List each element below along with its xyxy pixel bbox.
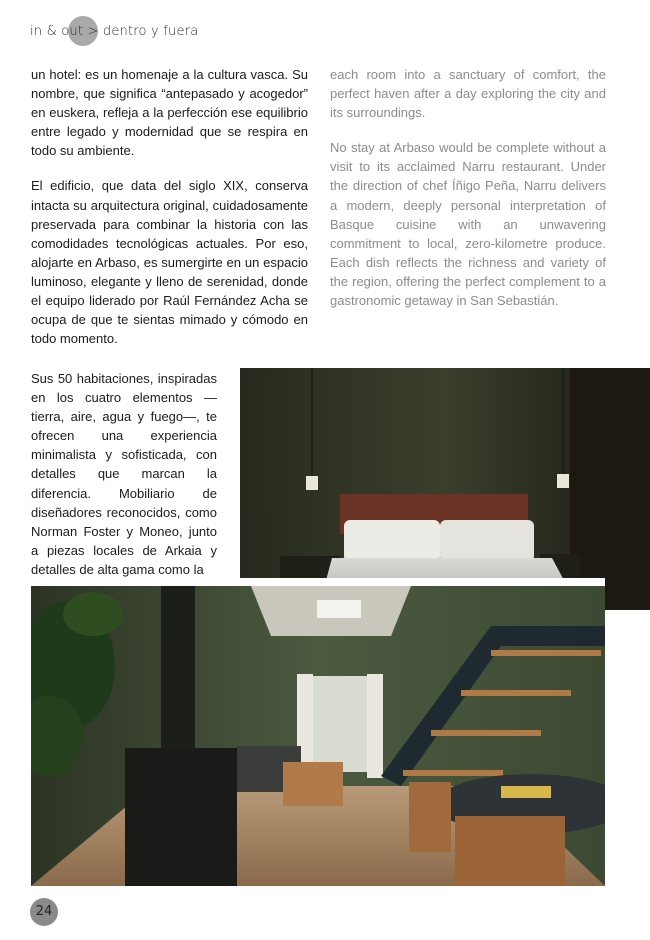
paragraph-building: El edificio, que data del siglo XIX, conserva intacta su arquitectura original, cuidadosamente preservada para combinar la historia con las comodidades tecnológicas actuales. Por eso, alojarte en Arbaso, es sumergirte en un espacio luminoso, elegante y lleno de serenidad, donde el equipo liderado por Raúl Fernández Acha se ocupa de que te sientas mimado y cómodo en todo momento. [31,178,308,347]
section-header: in & out > dentro y fuera [30,24,199,39]
paragraph-restaurant-en: No stay at Arbaso would be complete without a visit to its acclaimed Narru restaurant. Under the direction of chef Íñigo Peña, Narru delivers a modern, deeply personal interpretation of Basque cuisine with an unwavering commitment to local, zero-kilometre produce. Each dish reflects the richness and variety of the region, offering the perfect complement to a gastronomic getaway in San Sebastián. [330,140,606,309]
paragraph-rooms-en: each room into a sanctuary of comfort, the perfect haven after a day exploring the city and its surroundings. [330,67,606,121]
living-room-illustration [31,586,605,886]
paragraph-intro: un hotel: es un homenaje a la cultura vasca. Su nombre, que significa “antepasado y acogedor” en euskera, refleja a la perfección ese equilibrio entre legado y modernidad que se respira en todo su ambiente. [31,67,308,159]
page-number: 24 [30,898,58,926]
rooms-text-column [31,369,217,595]
spanish-text-column [31,65,308,364]
bedroom-illustration [240,368,650,610]
living-room-photo [31,578,605,886]
paragraph-rooms: Sus 50 habitaciones, inspiradas en los cuatro elementos —tierra, aire, agua y fuego—, te ofrecen una experiencia minimalista y sofisticada, con detalles que marcan la diferencia. Mobiliario de diseñadores reconocidos, como Norman Foster y Moneo, junto a piezas locales de Arkaia y detalles de alta gama como la [31,371,217,577]
bedroom-photo [240,368,650,610]
english-text-column [330,65,606,326]
